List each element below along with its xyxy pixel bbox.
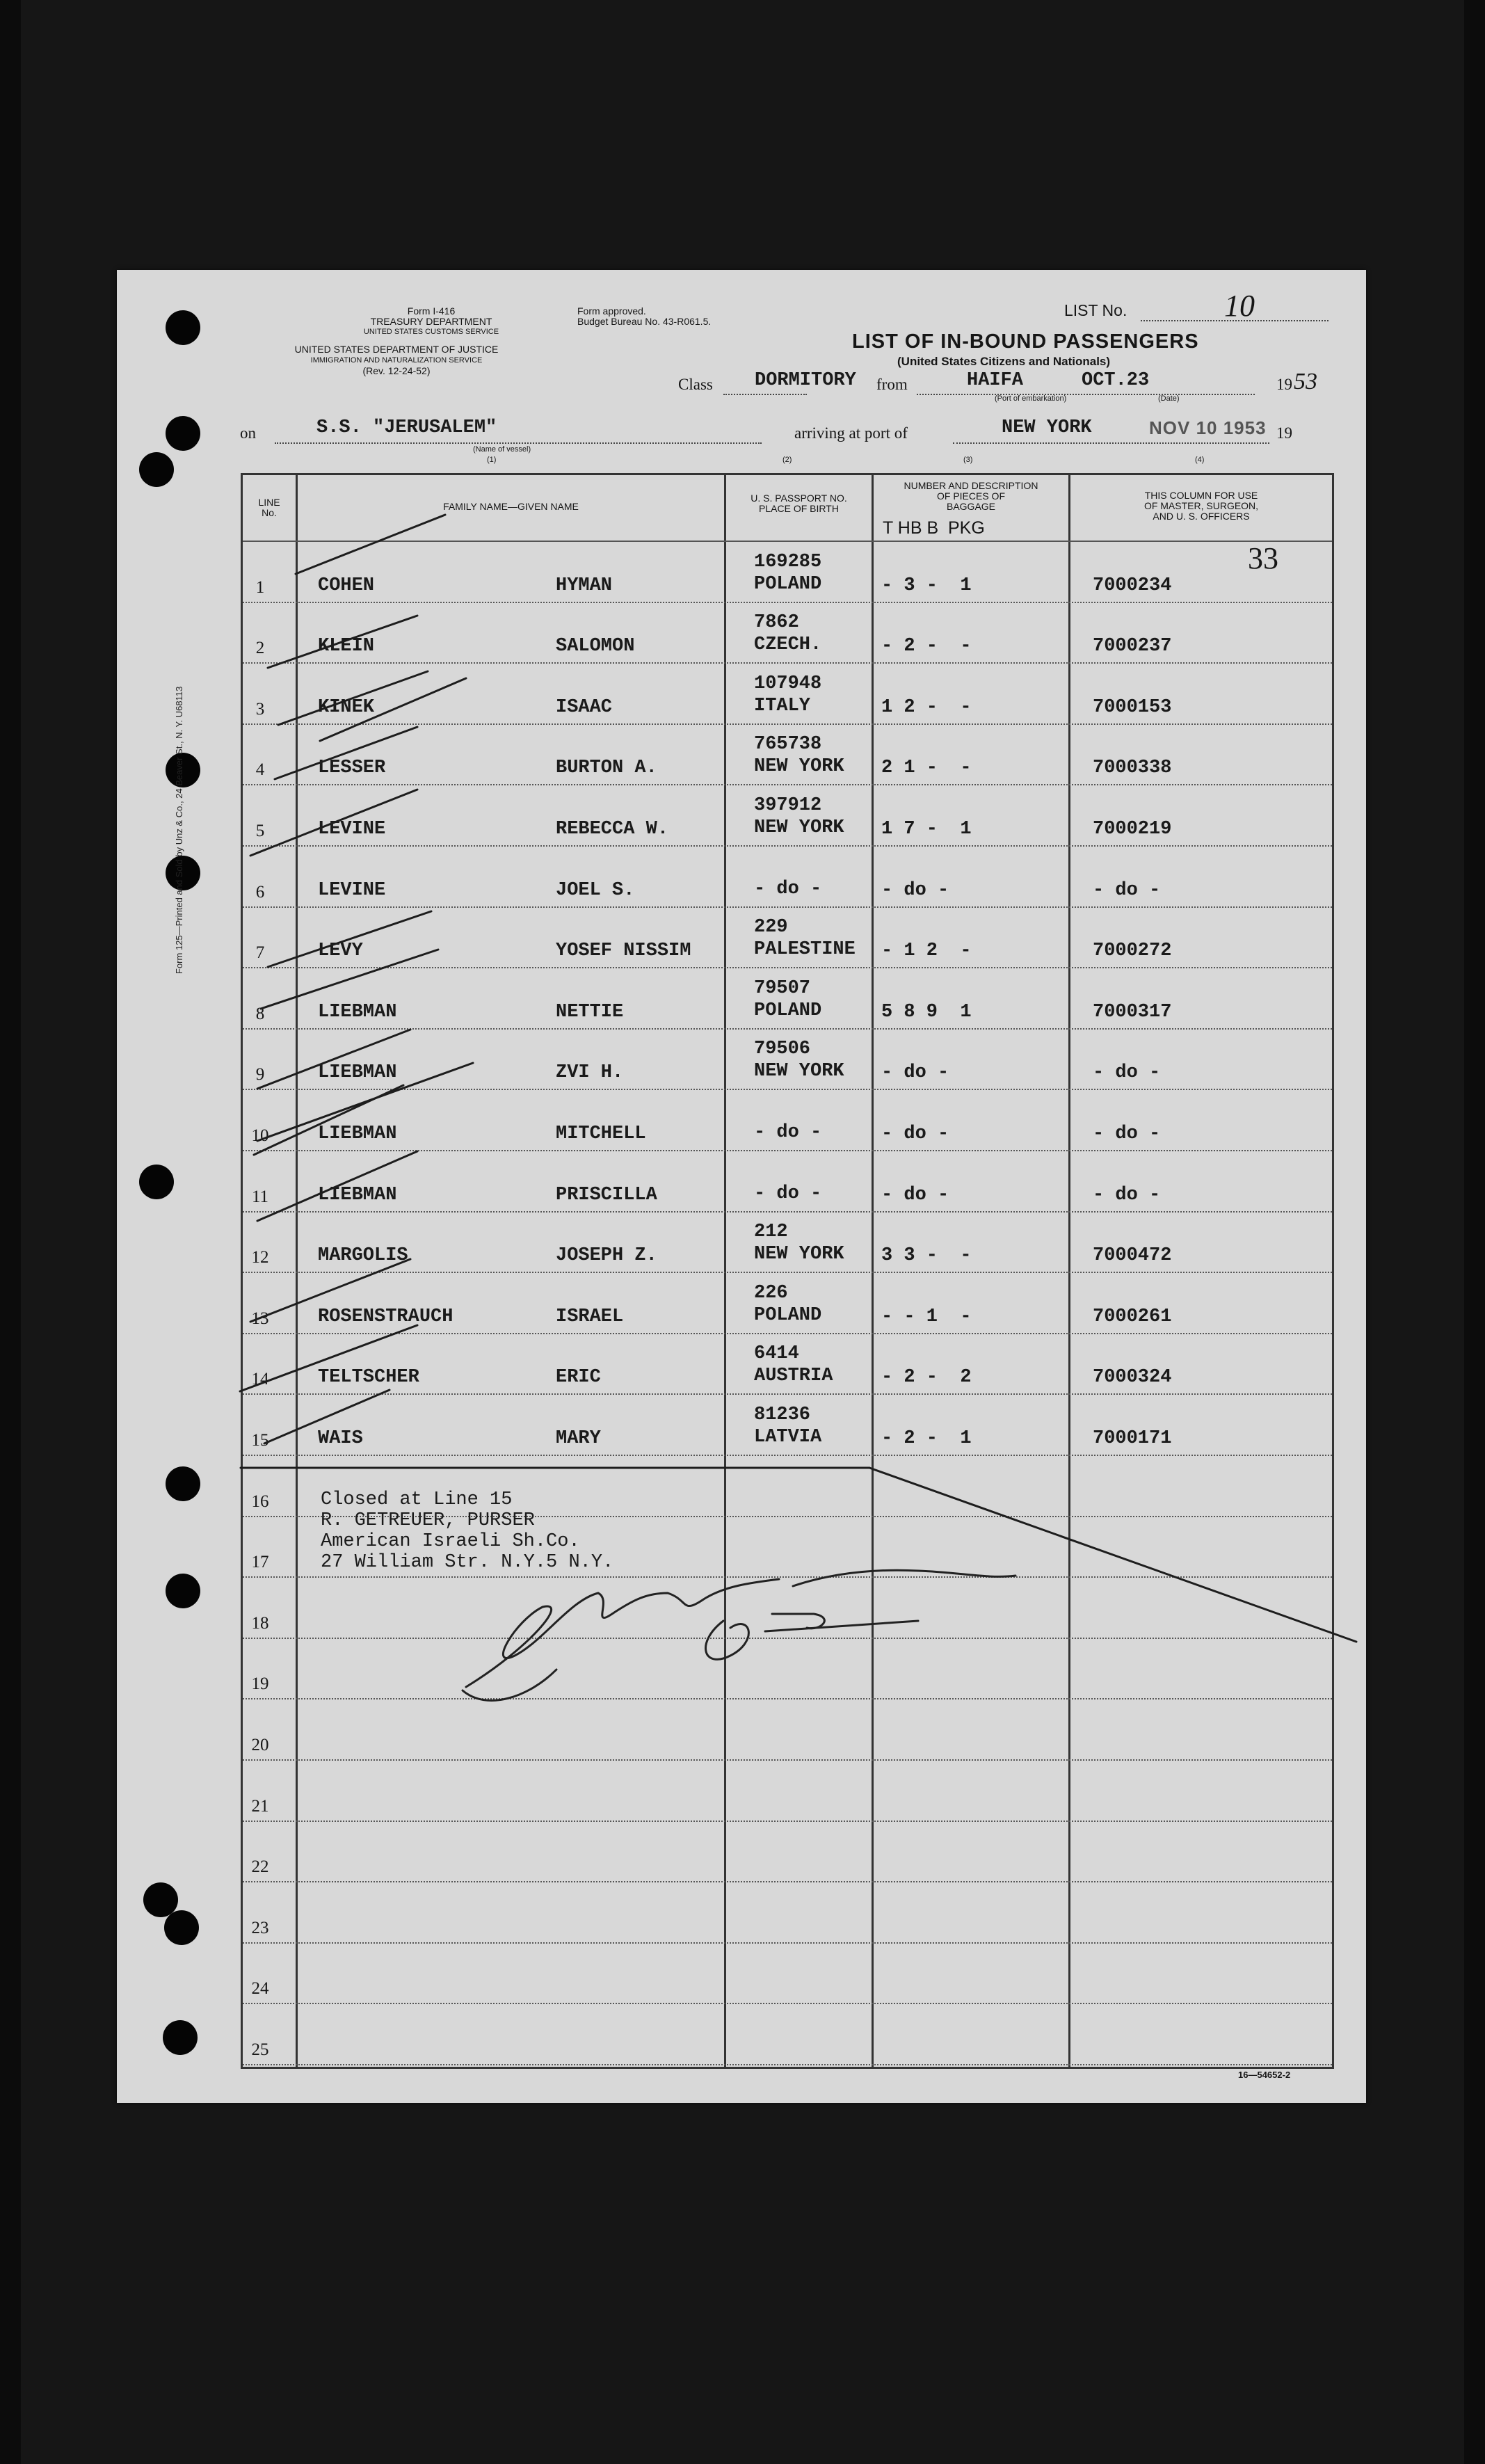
given-name: ERIC: [556, 1367, 601, 1389]
line-number: 19: [251, 1674, 269, 1694]
header-line-no: LINE No.: [258, 497, 280, 518]
table-row: [243, 784, 1332, 785]
officer-entry: 7000171: [1093, 1428, 1172, 1449]
closing-line-3: American Israeli Sh.Co.: [321, 1531, 580, 1552]
budget-label: Budget Bureau No. 43-R061.5.: [577, 316, 712, 327]
family-name: LIEBMAN: [318, 1123, 397, 1144]
family-name: LEVINE: [318, 879, 386, 901]
baggage-count: - do -: [881, 1184, 949, 1206]
given-name: MARY: [556, 1428, 601, 1449]
officer-entry: 7000324: [1093, 1367, 1172, 1389]
place-of-birth: POLAND: [754, 1304, 822, 1326]
given-name: JOEL S.: [556, 879, 635, 901]
passport-number: 226: [754, 1282, 788, 1304]
line-number: 8: [255, 1004, 265, 1023]
arrival-date-stamp: NOV 10 1953: [1149, 417, 1267, 438]
officer-entry: 7000261: [1093, 1306, 1172, 1327]
table-row: [243, 1576, 1332, 1578]
given-name: JOSEPH Z.: [556, 1245, 657, 1267]
closing-line-4: 27 William Str. N.Y.5 N.Y.: [321, 1552, 614, 1573]
printer-note: Form 125—Printed and Sold by Unz & Co., 24 Beaver St., N. Y. U68113: [174, 686, 184, 974]
officer-note: 33: [1248, 541, 1278, 575]
passport-number: 107948: [754, 673, 822, 694]
header-name: FAMILY NAME—GIVEN NAME: [443, 501, 579, 512]
family-name: MARGOLIS: [318, 1245, 408, 1267]
line-number: 7: [255, 943, 265, 963]
vessel-name: S.S. "JERUSALEM": [316, 417, 497, 438]
table-row: [243, 1333, 1332, 1334]
line-number: 24: [251, 1979, 269, 1999]
customs-label: UNITED STATES CUSTOMS SERVICE: [363, 328, 499, 336]
class-value: DORMITORY: [755, 370, 856, 391]
baggage-count: - 2 - 1: [881, 1428, 972, 1449]
given-name: ISAAC: [556, 696, 613, 718]
embarkation-date: OCT.23: [1082, 370, 1150, 391]
line-number: 22: [251, 1857, 269, 1877]
line-number: 20: [251, 1736, 269, 1754]
table-row: [243, 2003, 1332, 2004]
baggage-count: - 1 2 -: [881, 941, 972, 962]
punch-hole: [166, 1574, 200, 1608]
line-number: 9: [255, 1065, 265, 1085]
document-title: LIST OF IN-BOUND PASSENGERS: [852, 330, 1199, 353]
year-prefix: 19: [1276, 376, 1292, 393]
place-of-birth: AUSTRIA: [754, 1366, 833, 1387]
family-name: ROSENSTRAUCH: [318, 1306, 453, 1327]
treasury-label: TREASURY DEPARTMENT: [370, 316, 492, 327]
officer-entry: - do -: [1093, 1062, 1161, 1084]
passport-number: 7862: [754, 612, 799, 634]
officer-entry: 7000317: [1093, 1001, 1172, 1023]
passenger-table: [241, 473, 1334, 2069]
officer-entry: 7000219: [1093, 819, 1172, 840]
revision-label: (Rev. 12-24-52): [362, 365, 431, 376]
line-number: 15: [251, 1431, 269, 1450]
punch-hole: [164, 1910, 199, 1945]
line-number: 21: [251, 1796, 269, 1816]
family-name: KINEK: [318, 696, 375, 718]
table-row: [243, 1089, 1332, 1090]
punch-hole: [163, 2020, 198, 2055]
vessel-caption: (Name of vessel): [473, 445, 531, 454]
table-row: [243, 723, 1332, 725]
officer-entry: 7000153: [1093, 696, 1172, 718]
baggage-count: - - 1 -: [881, 1306, 972, 1327]
family-name: WAIS: [318, 1428, 363, 1449]
officer-entry: 7000272: [1093, 941, 1172, 962]
place-of-birth: PALESTINE: [754, 939, 856, 961]
line-number: 12: [251, 1248, 269, 1267]
table-row: [243, 1759, 1332, 1761]
baggage-count: - 2 - 2: [881, 1367, 972, 1389]
family-name: LIEBMAN: [318, 1184, 397, 1206]
table-row: [243, 1272, 1332, 1273]
given-name: BURTON A.: [556, 758, 657, 779]
passport-number: 169285: [754, 551, 822, 573]
line-number: 25: [251, 2040, 269, 2059]
column-number-4: (4): [1195, 456, 1205, 464]
place-of-birth: - do -: [754, 878, 822, 899]
place-of-birth: - do -: [754, 1183, 822, 1204]
line-number: 2: [255, 639, 265, 658]
year-value: 53: [1294, 369, 1317, 394]
passport-number: 765738: [754, 734, 822, 755]
given-name: PRISCILLA: [556, 1184, 657, 1206]
baggage-count: - do -: [881, 1062, 949, 1084]
list-no-value: 10: [1224, 289, 1255, 323]
line-number: 6: [255, 882, 265, 902]
table-row: [243, 1638, 1332, 1639]
baggage-count: 5 8 9 1: [881, 1001, 972, 1023]
line-number: 13: [251, 1309, 269, 1328]
baggage-count: 1 2 - -: [881, 696, 972, 718]
family-name: LESSER: [318, 758, 386, 779]
given-name: SALOMON: [556, 636, 635, 657]
baggage-count: - do -: [881, 1123, 949, 1144]
passport-number: 397912: [754, 795, 822, 816]
passport-number: 79507: [754, 977, 811, 999]
place-of-birth: NEW YORK: [754, 756, 844, 778]
place-of-birth: - do -: [754, 1122, 822, 1143]
punch-hole: [166, 1466, 200, 1501]
table-row: [243, 906, 1332, 908]
family-name: LIEBMAN: [318, 1062, 397, 1084]
table-row: [243, 1942, 1332, 1944]
passport-number: 229: [754, 917, 788, 938]
officer-entry: 7000234: [1093, 575, 1172, 596]
line-number: 14: [251, 1370, 269, 1389]
header-baggage: NUMBER AND DESCRIPTION OF PIECES OF BAGGAGE: [904, 480, 1038, 512]
table-row: [243, 1881, 1332, 1882]
passport-number: 79506: [754, 1039, 811, 1060]
given-name: NETTIE: [556, 1001, 624, 1023]
officer-entry: - do -: [1093, 1123, 1161, 1144]
document-subtitle: (United States Citizens and Nationals): [897, 355, 1111, 368]
line-number: 18: [251, 1613, 269, 1633]
line-number: 3: [255, 699, 265, 719]
arrival-port: NEW YORK: [1002, 417, 1092, 438]
table-row: [243, 845, 1332, 847]
port-caption: (Port of embarkation): [995, 394, 1067, 403]
baggage-count: 3 3 - -: [881, 1245, 972, 1267]
approval-label: Form approved.: [577, 305, 646, 317]
header-baggage-types: T HB B PKG: [883, 518, 985, 538]
line-number: 17: [251, 1553, 269, 1572]
closing-line-1: Closed at Line 15: [321, 1489, 513, 1510]
given-name: ISRAEL: [556, 1306, 624, 1327]
line-number: 11: [251, 1187, 269, 1206]
port-of-embarkation: HAIFA: [967, 370, 1024, 391]
family-name: LIEBMAN: [318, 1001, 397, 1023]
baggage-count: 2 1 - -: [881, 758, 972, 779]
family-name: LEVY: [318, 941, 363, 962]
ins-label: IMMIGRATION AND NATURALIZATION SERVICE: [310, 356, 483, 365]
table-row: [243, 2064, 1332, 2065]
place-of-birth: CZECH.: [754, 634, 822, 656]
table-row: [243, 1211, 1332, 1213]
arriving-label: arriving at port of: [794, 424, 908, 442]
column-number-3: (3): [963, 456, 973, 464]
family-name: TELTSCHER: [318, 1367, 419, 1389]
passport-number: 212: [754, 1222, 788, 1243]
table-row: [243, 602, 1332, 603]
place-of-birth: NEW YORK: [754, 817, 844, 838]
table-row: [243, 1698, 1332, 1699]
line-number: 16: [251, 1491, 269, 1511]
list-no-label: LIST No.: [1064, 301, 1127, 319]
officer-entry: - do -: [1093, 1184, 1161, 1206]
place-of-birth: POLAND: [754, 1000, 822, 1021]
class-label: Class: [678, 376, 713, 393]
punch-hole: [166, 310, 200, 345]
column-number-2: (2): [782, 456, 792, 464]
line-number: 4: [255, 760, 265, 780]
line-number: 1: [255, 577, 265, 597]
baggage-count: - 3 - 1: [881, 575, 972, 596]
given-name: MITCHELL: [556, 1123, 646, 1144]
place-of-birth: LATVIA: [754, 1427, 822, 1448]
given-name: REBECCA W.: [556, 819, 669, 840]
punch-hole: [166, 416, 200, 451]
closing-line-2: R. GETREUER, PURSER: [321, 1510, 535, 1531]
table-row: [243, 662, 1332, 664]
family-name: COHEN: [318, 575, 375, 596]
baggage-count: - 2 - -: [881, 636, 972, 657]
passport-number: 81236: [754, 1405, 811, 1425]
officer-entry: 7000338: [1093, 758, 1172, 779]
date-caption: (Date): [1158, 394, 1180, 403]
place-of-birth: ITALY: [754, 695, 811, 717]
justice-label: UNITED STATES DEPARTMENT OF JUSTICE: [294, 344, 499, 355]
line-number: 10: [251, 1126, 269, 1145]
given-name: YOSEF NISSIM: [556, 941, 691, 962]
form-number: Form I-416: [407, 305, 456, 317]
punch-hole: [139, 452, 174, 487]
table-row: [243, 1393, 1332, 1395]
line-number: 5: [255, 822, 265, 840]
place-of-birth: NEW YORK: [754, 1061, 844, 1082]
family-name: LEVINE: [318, 819, 386, 840]
baggage-count: - do -: [881, 879, 949, 901]
on-label: on: [240, 424, 256, 442]
baggage-count: 1 7 - 1: [881, 819, 972, 840]
place-of-birth: NEW YORK: [754, 1244, 844, 1265]
given-name: ZVI H.: [556, 1062, 624, 1084]
table-row: [243, 1821, 1332, 1822]
table-row: [243, 1028, 1332, 1030]
place-of-birth: POLAND: [754, 573, 822, 595]
table-row: [243, 1455, 1332, 1456]
from-label: from: [876, 376, 908, 393]
passport-number: 6414: [754, 1343, 799, 1365]
officer-entry: - do -: [1093, 879, 1161, 901]
line-number: 23: [251, 1918, 269, 1937]
header-officers: THIS COLUMN FOR USE OF MASTER, SURGEON, AND U. S. OFFICERS: [1143, 490, 1259, 522]
officer-entry: 7000472: [1093, 1245, 1172, 1267]
given-name: HYMAN: [556, 575, 613, 596]
family-name: KLEIN: [318, 636, 375, 657]
footer-code: 16—54652-2: [1238, 2070, 1291, 2080]
table-row: [243, 967, 1332, 968]
table-row: [243, 1150, 1332, 1151]
column-number-1: (1): [487, 456, 497, 464]
arrival-year-prefix: 19: [1276, 424, 1292, 442]
punch-hole: [139, 1165, 174, 1199]
officer-entry: 7000237: [1093, 636, 1172, 657]
header-passport: U. S. PASSPORT NO. PLACE OF BIRTH: [750, 493, 847, 514]
